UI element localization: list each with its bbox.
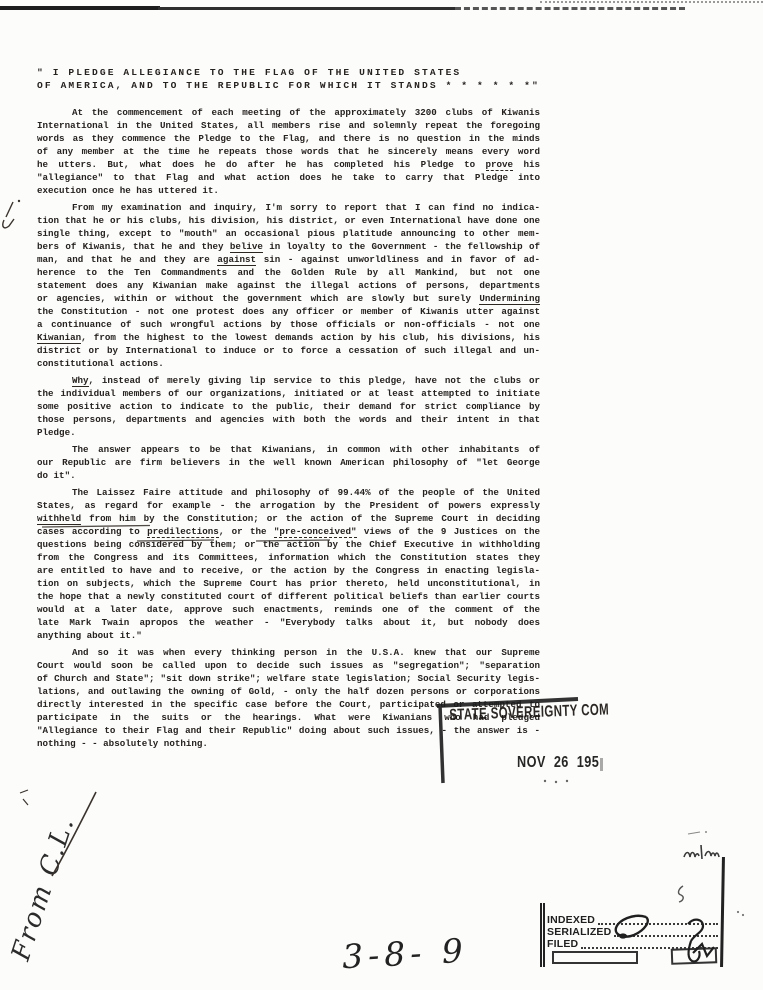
sovereignty-commission-stamp: STATE SOVEREIGNTY COM bbox=[449, 701, 610, 724]
pledge-heading-line1: " I PLEDGE ALLEGIANCE TO THE FLAG OF THE UNITED STATES bbox=[37, 67, 462, 78]
typed-line: Pledge. bbox=[37, 427, 76, 438]
typed-line: withheld from him by the Constitution; or the action of the Supreme Court in deciding bbox=[37, 513, 540, 524]
typed-line: directly interested in the specific case before the Court, participated or attempted to bbox=[37, 699, 540, 710]
scan-edge-artifact bbox=[0, 6, 160, 10]
pledge-heading-line2: OF AMERICA, AND TO THE REPUBLIC FOR WHICH IT STANDS * * * * * *" bbox=[37, 80, 540, 91]
filing-stamp-left-border bbox=[540, 903, 545, 967]
dotted-leader bbox=[598, 923, 718, 925]
typed-line: cases according to predilections, or the "pre-conceived" views of the 9 Justices on the bbox=[37, 526, 540, 537]
typed-line: man, and that he and they are against sin - against unworldliness and in favor of ad- bbox=[37, 254, 540, 265]
typed-line: those persons, departments and agencies with both the words and their intent in that bbox=[37, 414, 540, 425]
paragraph bbox=[37, 201, 540, 370]
filing-row-indexed bbox=[547, 914, 718, 926]
typed-line: would at a later date, approve such enactments, reminds one of the comment of the bbox=[37, 604, 540, 615]
scan-edge-artifact bbox=[540, 1, 763, 3]
typed-line: The Laissez Faire attitude and philosophy of 99.44% of the people of the United bbox=[72, 487, 540, 498]
typed-line: are entitled to have and to receive, or the action by the Congress in enacting legisla- bbox=[37, 565, 540, 576]
received-date-stamp: NOV 26 195 bbox=[517, 754, 600, 771]
typed-line: or agencies, within or without the government which are slowly but surely Undermining bbox=[37, 293, 540, 304]
typed-line: anything about it." bbox=[37, 630, 142, 641]
typed-line: words as they commence the Pledge to the Flag, and there is no question in the minds bbox=[37, 133, 540, 144]
typed-line: questions being considered by them; or the action by the Chief Executive in withholding bbox=[37, 539, 540, 550]
letter-body bbox=[37, 66, 540, 754]
typed-line: our Republic are firm believers in the well known American philosophy of "let George bbox=[37, 457, 540, 468]
typed-line: of Church and State"; "sit down strike"; welfare state legislation; Social Security legis- bbox=[37, 673, 540, 684]
typed-line: constitutional actions. bbox=[37, 358, 164, 369]
typed-line: bers of Kiwanis, that he and they belive in loyalty to the Government - the fellowship of bbox=[37, 241, 540, 252]
typed-line: lations, and outlawing the owning of Gold, - only the half dozen persons or corporations bbox=[37, 686, 540, 697]
typed-line: participate in the suits or the hearings. What were Kiwanians who had pledged bbox=[37, 712, 540, 723]
typed-line: The answer appears to be that Kiwanians, in common with other inhabitants of bbox=[72, 444, 540, 455]
handwritten-margin-note: From C.L. bbox=[6, 812, 81, 965]
paragraph bbox=[37, 443, 540, 482]
typed-line: States, as regard for example - the arrogation by the President of powers expressly bbox=[37, 500, 540, 511]
filing-row-serialized bbox=[547, 926, 718, 938]
typed-line: the individual members of our organizations, initiated or at least attempted to initiate bbox=[37, 388, 540, 399]
typed-line: he utters. But, what does he do after he has completed his Pledge to prove his bbox=[37, 159, 540, 170]
typed-line: single thing, except to "mouth" an occasional pious platitude announcing to other mem- bbox=[37, 228, 540, 239]
typed-line: nothing - - absolutely nothing. bbox=[37, 738, 208, 749]
filing-label-filed: FILED bbox=[547, 938, 579, 950]
handwritten-file-number: 3-8- 9 bbox=[341, 930, 469, 977]
typed-line: Why, instead of merely giving lip service to this pledge, have not the clubs or bbox=[72, 375, 540, 386]
filing-label-indexed: INDEXED bbox=[547, 914, 596, 926]
filing-stamp-box-right bbox=[671, 947, 718, 965]
typed-line: a continuance of such wrongful actions by those officials or non-officials - not one bbox=[37, 319, 540, 330]
typed-line: execution once he has uttered it. bbox=[37, 185, 219, 196]
paragraph bbox=[37, 486, 540, 642]
paragraphs-container bbox=[37, 106, 540, 750]
pledge-heading bbox=[37, 66, 540, 92]
typed-line: Kiwanian, from the highest to the lowest demands action by his club, his divisions, his bbox=[37, 332, 540, 343]
typed-line: From my examination and inquiry, I'm sorry to report that I can find no indica- bbox=[72, 202, 540, 213]
typed-line: International in the United States, all members rise and solemnly repeat the foregoing bbox=[37, 120, 540, 131]
filing-label-serialized: SERIALIZED bbox=[547, 926, 612, 938]
typed-line: tion that he or his clubs, his division, his district, or even International have done one bbox=[37, 215, 540, 226]
typed-line: And so it was when every thinking person in the U.S.A. knew that our Supreme bbox=[72, 647, 540, 658]
typed-line: herence to the Ten Commandments and the Golden Rule by all Mankind, but not one bbox=[37, 267, 540, 278]
paragraph bbox=[37, 646, 540, 750]
typed-line: Court would soon be called upon to decide such issues as "segregation"; "separation bbox=[37, 660, 540, 671]
filing-stamp-box-left bbox=[552, 951, 638, 964]
typed-line: tion on subjects, which the Supreme Court has prior thereto, held unconstitutional, in bbox=[37, 578, 540, 589]
typed-line: statement does any Kiwanian make against the illegal actions of persons, departments bbox=[37, 280, 540, 291]
typed-line: late Mark Twain apropos the weather - "Everybody talks about it, but nobody does bbox=[37, 617, 540, 628]
typed-line: "Allegiance to their Flag and their Republic" doing about such issues, - the answer is - bbox=[37, 725, 540, 736]
dotted-leader bbox=[614, 935, 718, 937]
filing-stamp-right-border bbox=[720, 857, 725, 967]
paragraph bbox=[37, 106, 540, 197]
paragraph bbox=[37, 374, 540, 439]
scan-edge-artifact bbox=[158, 7, 458, 10]
typed-line: do it". bbox=[37, 470, 76, 481]
typed-line: from the Congress and its Committees, information which the Constitution states they bbox=[37, 552, 540, 563]
scan-edge-artifact bbox=[455, 7, 685, 10]
typed-line: At the commencement of each meeting of the approximately 3200 clubs of Kiwanis bbox=[72, 107, 540, 118]
misc-faint-marks bbox=[544, 780, 744, 916]
typed-line: the Constitution - not one protest does any officer or member of Kiwanis utter against bbox=[37, 306, 540, 317]
handwritten-scribble bbox=[679, 845, 719, 902]
typed-line: of any member at the time he repeats those words that he sincerely means every word bbox=[37, 146, 540, 157]
margin-checkmark bbox=[3, 200, 20, 228]
partial-digit-smudge bbox=[600, 758, 603, 771]
typed-line: district or by International to induce or to force a cessation of such illegal and un- bbox=[37, 345, 540, 356]
typed-line: "allegiance" to that Flag and what action does he take to carry that Pledge into bbox=[37, 172, 540, 183]
typed-line: some positive action to indicate to the public, their demand for strict compliance by bbox=[37, 401, 540, 412]
typed-line: the hope that a newly constituted court of different political beliefs than earlier courts bbox=[37, 591, 540, 602]
